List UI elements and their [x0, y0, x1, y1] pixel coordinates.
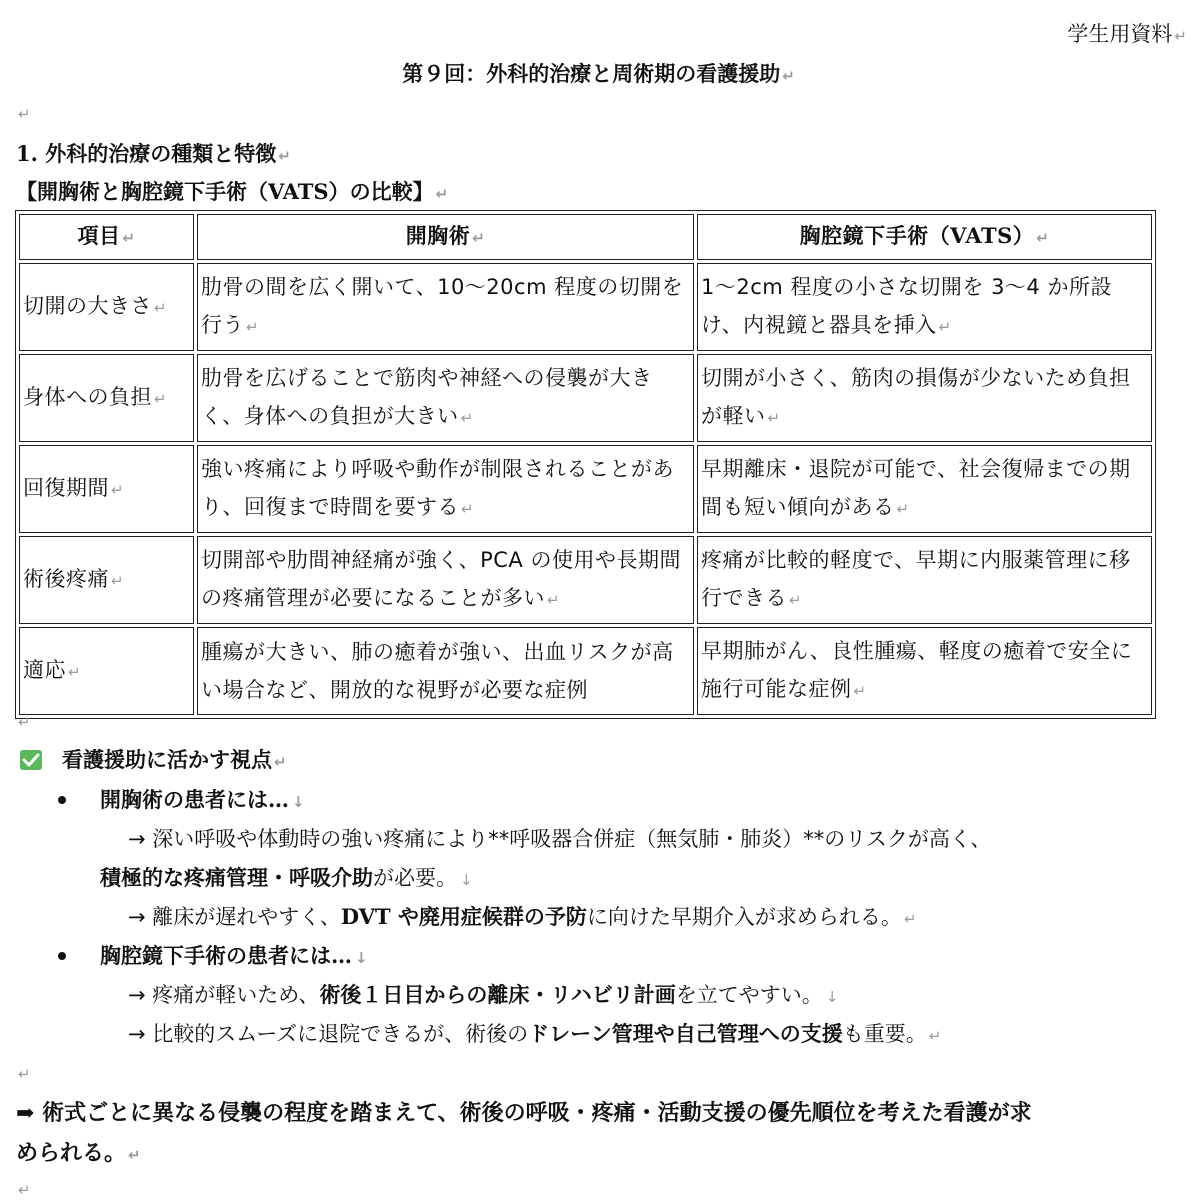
table-header-row: [19, 214, 1152, 260]
conclusion-text: ➡ 術式ごとに異なる侵襲の程度を踏まえて、術後の呼吸・疼痛・活動支援の優先順位を考えた看護が求: [16, 1100, 1032, 1126]
table-row: [19, 536, 1152, 624]
bullet-label: 胸腔鏡下手術の患者には… ↓: [100, 943, 368, 968]
header-cell: 胸腔鏡下手術（VATS） ↵: [697, 214, 1152, 260]
header-cell: 項目 ↵: [19, 214, 194, 260]
empty-paragraph: ↵: [18, 105, 31, 123]
table-cell: 肋骨を広げることで筋肉や神経への侵襲が大きく、身体への負担が大きい ↵: [197, 354, 694, 442]
row-label-cell: 適応 ↵: [19, 627, 194, 715]
table-cell: 腫瘍が大きい、肺の癒着が強い、出血リスクが高い場合など、開放的な視野が必要な症例: [197, 627, 694, 715]
bullet-dot: [58, 796, 66, 804]
empty-paragraph: ↵: [18, 1181, 31, 1199]
list-item: 積極的な疼痛管理・呼吸介助が必要。 ↓: [100, 865, 473, 890]
checkmark-icon: [20, 750, 42, 770]
table-cell: 切開が小さく、筋肉の損傷が少ないため負担が軽い ↵: [697, 354, 1152, 442]
table-cell: 早期離床・退院が可能で、社会復帰までの期間も短い傾向がある ↵: [697, 445, 1152, 533]
page-title: 第９回：外科的治療と周術期の看護援助 ↵: [402, 61, 795, 86]
table-row: [19, 263, 1152, 351]
list-item: → 深い呼吸や体動時の強い疼痛により**呼吸器合併症（無気肺・肺炎）**のリスクが高く、: [128, 827, 992, 851]
list-item: → 疼痛が軽いため、術後１日目からの離床・リハビリ計画を立てやすい。 ↓: [128, 982, 839, 1007]
table-cell: 肋骨の間を広く開いて、10〜20cm 程度の切開を行う ↵: [197, 263, 694, 351]
table-cell: 1〜2cm 程度の小さな切開を 3〜4 か所設け、内視鏡と器具を挿入 ↵: [697, 263, 1152, 351]
conclusion-text: められる。 ↵: [16, 1140, 141, 1166]
list-item: → 比較的スムーズに退院できるが、術後のドレーン管理や自己管理への支援も重要。 ↵: [128, 1021, 942, 1046]
table-row: [19, 627, 1152, 715]
comparison-table: [15, 210, 1156, 719]
section-title: 看護援助に活かす視点 ↵: [62, 747, 287, 772]
table-row: [19, 445, 1152, 533]
empty-paragraph: ↵: [18, 713, 31, 731]
bullet-label: 開胸術の患者には… ↓: [100, 787, 305, 812]
list-item: → 離床が遅れやすく、DVT や廃用症候群の予防に向けた早期介入が求められる。 ↵: [128, 904, 917, 929]
bullet-dot: [58, 952, 66, 960]
doc-label: 学生用資料 ↵: [1067, 22, 1187, 46]
row-label-cell: 術後疼痛 ↵: [19, 536, 194, 624]
table-cell: 早期肺がん、良性腫瘍、軽度の癒着で安全に施行可能な症例 ↵: [697, 627, 1152, 715]
table-caption: 【開胸術と胸腔鏡下手術（VATS）の比較】 ↵: [16, 179, 449, 204]
table-cell: 切開部や肋間神経痛が強く、PCA の使用や長期間の疼痛管理が必要になることが多い ↵: [197, 536, 694, 624]
header-cell: 開胸術 ↵: [197, 214, 694, 260]
table-cell: 強い疼痛により呼吸や動作が制限されることがあり、回復まで時間を要する ↵: [197, 445, 694, 533]
table-row: [19, 354, 1152, 442]
section-heading: 1. 外科的治療の種類と特徴 ↵: [16, 141, 291, 166]
row-label-cell: 身体への負担 ↵: [19, 354, 194, 442]
empty-paragraph: ↵: [18, 1065, 31, 1083]
table-cell: 疼痛が比較的軽度で、早期に内服薬管理に移行できる ↵: [697, 536, 1152, 624]
row-label-cell: 回復期間 ↵: [19, 445, 194, 533]
row-label-cell: 切開の大きさ ↵: [19, 263, 194, 351]
